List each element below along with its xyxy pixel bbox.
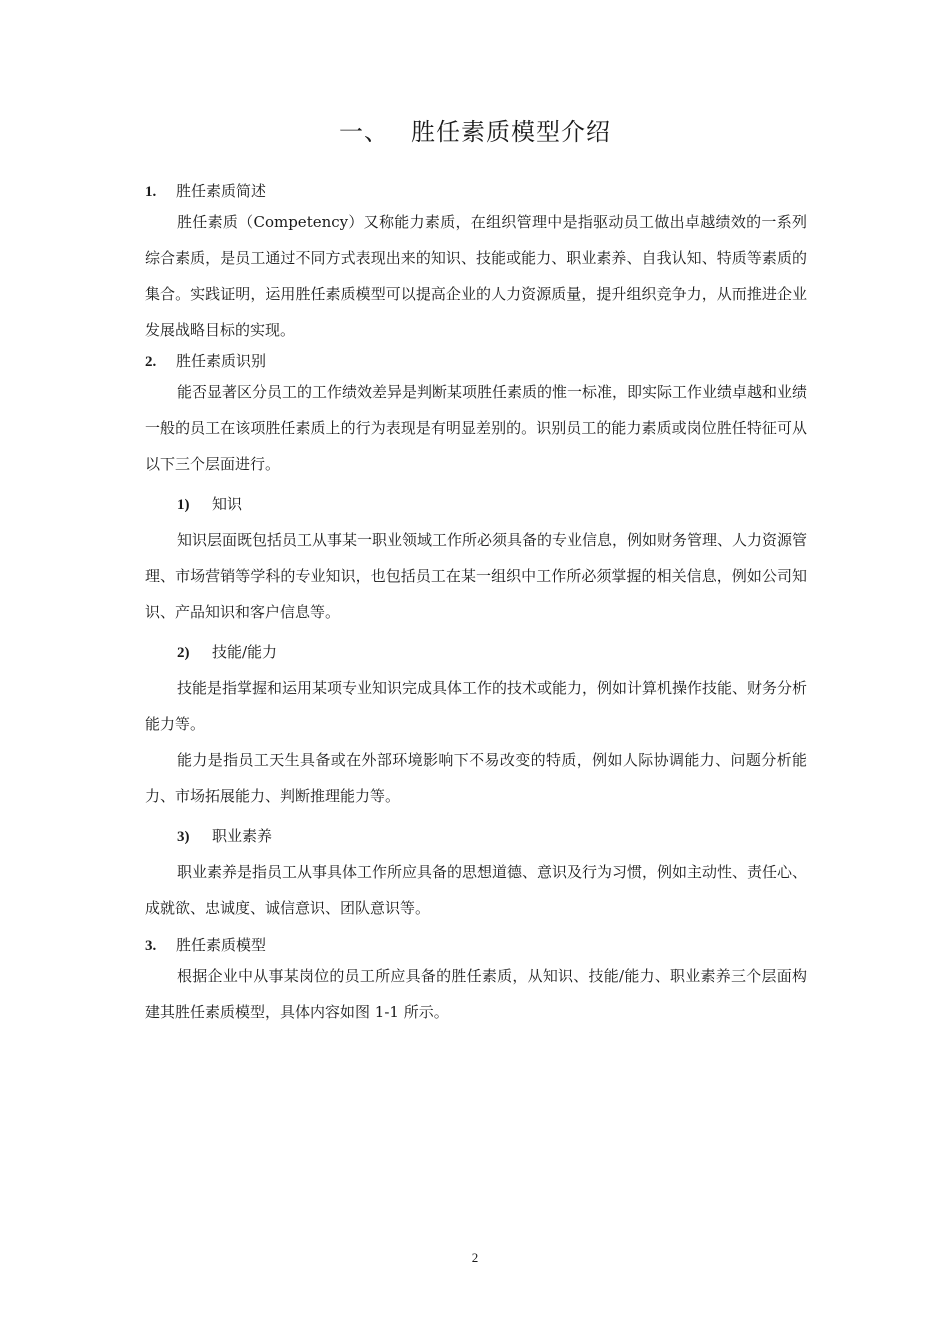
section-heading-3 [145, 932, 807, 958]
title-text: 胜任素质模型介绍 [411, 118, 611, 146]
paragraph: 能否显著区分员工的工作绩效差异是判断某项胜任素质的惟一标准，即实际工作业绩卓越和业绩一般的员工在该项胜任素质上的行为表现是有明显差别的。识别员工的能力素质或岗位胜任特征可从以下三个层面进行。 [145, 383, 808, 473]
subsection-heading-professionalism [177, 824, 807, 848]
section-heading-2 [145, 348, 807, 374]
subsection-title: 知识 [212, 495, 243, 513]
paragraph: 根据企业中从事某岗位的员工所应具备的胜任素质，从知识、技能/能力、职业素养三个层面构建其胜任素质模型，具体内容如图 1-1 所示。 [145, 967, 807, 1021]
paragraph: 知识层面既包括员工从事某一职业领域工作所必须具备的专业信息，例如财务管理、人力资源管理、市场营销等学科的专业知识，也包括员工在某一组织中工作所必须掌握的相关信息，例如公司知识、产品知识和客户信息等。 [145, 531, 808, 621]
subsection-number: 1) [177, 497, 190, 513]
section-number: 2. [145, 354, 157, 370]
paragraph: 职业素养是指员工从事具体工作所应具备的思想道德、意识及行为习惯，例如主动性、责任心、成就欲、忠诚度、诚信意识、团队意识等。 [145, 863, 808, 917]
section-title: 胜任素质识别 [176, 352, 267, 370]
page-number: 2 [471, 1250, 479, 1265]
section-number: 3. [145, 938, 157, 954]
paragraph: 技能是指掌握和运用某项专业知识完成具体工作的技术或能力，例如计算机操作技能、财务分析能力等。 [145, 679, 808, 733]
subsection-title: 职业素养 [212, 827, 273, 845]
section-title: 胜任素质模型 [176, 936, 267, 954]
title-number: 一、 [339, 118, 389, 146]
document-body [145, 178, 807, 1030]
section-title: 胜任素质简述 [176, 182, 267, 200]
subsection-heading-skills [177, 640, 807, 664]
subsection-number: 3) [177, 829, 190, 845]
paragraph: 胜任素质（Competency）又称能力素质，在组织管理中是指驱动员工做出卓越绩效的一系列综合素质，是员工通过不同方式表现出来的知识、技能或能力、职业素养、自我认知、特质等素质的集合。实践证明，运用胜任素质模型可以提高企业的人力资源质量，提升组织竞争力，从而推进企业发展战略目标的实现。 [145, 213, 807, 339]
page-title [0, 112, 950, 147]
section-heading-1 [145, 178, 807, 204]
paragraph: 能力是指员工天生具备或在外部环境影响下不易改变的特质，例如人际协调能力、问题分析能力、市场拓展能力、判断推理能力等。 [145, 751, 807, 805]
subsection-title: 技能/能力 [212, 643, 278, 661]
section-number: 1. [145, 184, 157, 200]
subsection-heading-knowledge [177, 492, 807, 516]
subsection-number: 2) [177, 645, 190, 661]
